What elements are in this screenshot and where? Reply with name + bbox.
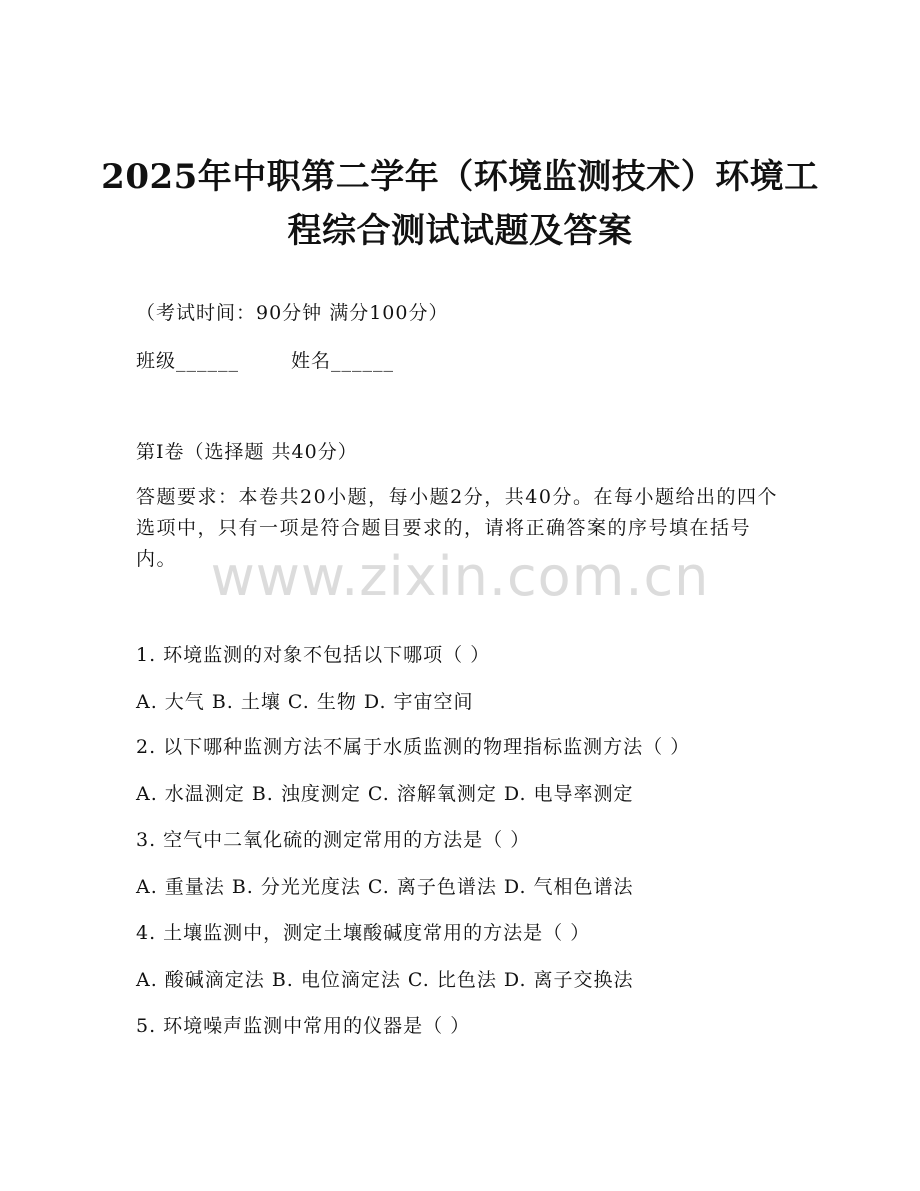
instructions: 答题要求：本卷共20小题，每小题2分，共40分。在每小题给出的四个选项中，只有一项是符合题目要求的，请将正确答案的序号填在括号内。 xyxy=(136,486,778,570)
question-3-options: A. 重量法 B. 分光光度法 C. 离子色谱法 D. 气相色谱法 xyxy=(136,876,634,898)
section-title: 第I卷（选择题 共40分） xyxy=(136,441,358,463)
question-5-stem: 5. 环境噪声监测中常用的仪器是（ ） xyxy=(136,1015,471,1037)
name-field: 姓名______ xyxy=(291,350,395,372)
class-field: 班级______ xyxy=(136,350,240,372)
exam-info: （考试时间：90分钟 满分100分） xyxy=(136,302,449,324)
question-1-options: A. 大气 B. 土壤 C. 生物 D. 宇宙空间 xyxy=(136,691,474,713)
question-2-stem: 2. 以下哪种监测方法不属于水质监测的物理指标监测方法（ ） xyxy=(136,736,691,758)
student-info-row xyxy=(136,345,394,377)
question-3-stem: 3. 空气中二氧化硫的测定常用的方法是（ ） xyxy=(136,829,531,851)
question-4-stem: 4. 土壤监测中，测定土壤酸碱度常用的方法是（ ） xyxy=(136,922,591,944)
question-1-stem: 1. 环境监测的对象不包括以下哪项（ ） xyxy=(136,644,491,666)
question-4-options: A. 酸碱滴定法 B. 电位滴定法 C. 比色法 D. 离子交换法 xyxy=(136,969,634,991)
question-2-options: A. 水温测定 B. 浊度测定 C. 溶解氧测定 D. 电导率测定 xyxy=(136,783,634,805)
document-title: 2025年中职第二学年（环境监测技术）环境工程综合测试试题及答案 xyxy=(101,157,819,251)
watermark: www.zixin.com.cn xyxy=(210,545,710,608)
